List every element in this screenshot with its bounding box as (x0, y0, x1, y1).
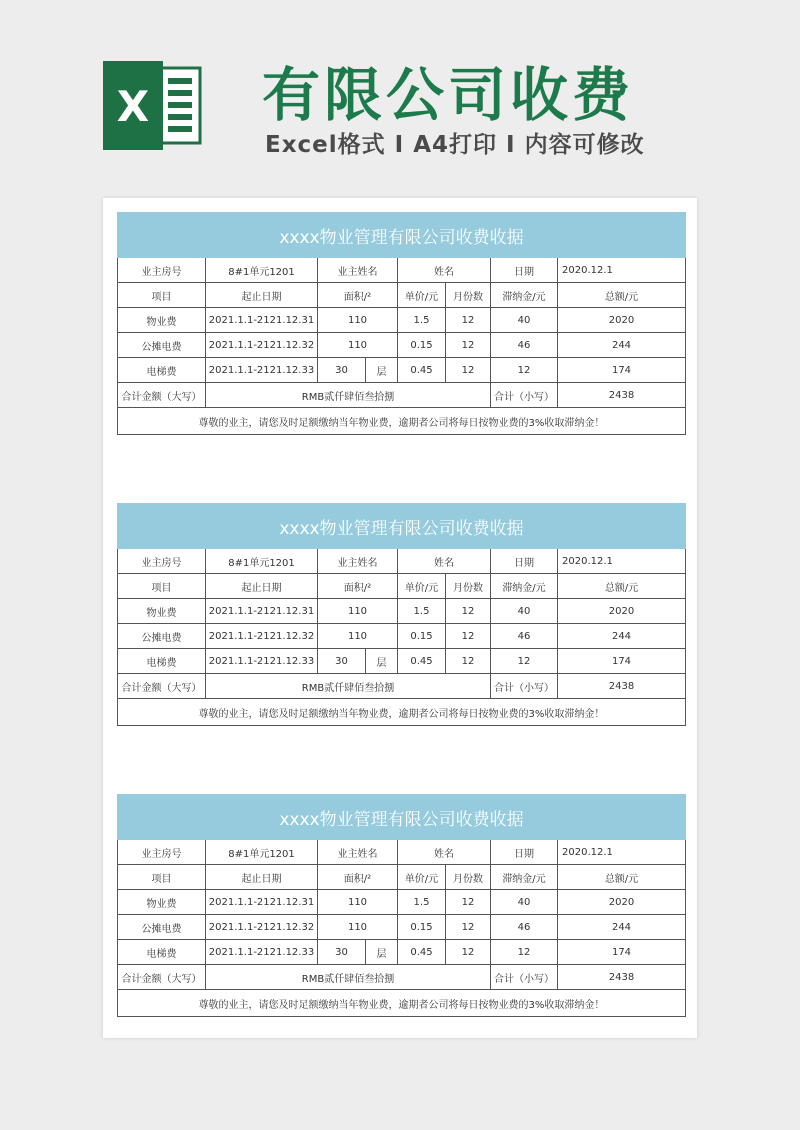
date-label: 日期 (491, 840, 558, 865)
col-item: 项目 (118, 865, 206, 890)
row-item: 物业费 (118, 599, 206, 624)
sum-upper-label: 合计金额（大写） (118, 383, 206, 408)
row-total: 2020 (558, 599, 686, 624)
owner-label: 业主姓名 (318, 549, 398, 574)
table-row (118, 890, 686, 915)
row-late-fee: 40 (491, 308, 558, 333)
row-item: 公摊电费 (118, 915, 206, 940)
sum-lower-value: 2438 (558, 965, 686, 990)
row-total: 2020 (558, 890, 686, 915)
row-total: 244 (558, 333, 686, 358)
room-value: 8#1单元1201 (206, 549, 318, 574)
row-late-fee: 12 (491, 649, 558, 674)
row-item: 公摊电费 (118, 333, 206, 358)
row-area: 110 (318, 599, 398, 624)
room-label: 业主房号 (118, 549, 206, 574)
date-label: 日期 (491, 258, 558, 283)
row-total: 174 (558, 649, 686, 674)
row-period: 2021.1.1-2121.12.33 (206, 940, 318, 965)
receipt (117, 794, 685, 1017)
row-item: 物业费 (118, 308, 206, 333)
row-floors: 30 (318, 649, 366, 674)
late-fee-notice: 尊敬的业主，请您及时足额缴纳当年物业费，逾期者公司将每日按物业费的3%收取滞纳金！ (118, 699, 686, 726)
sum-lower-value: 2438 (558, 383, 686, 408)
receipt-title: xxxx物业管理有限公司收费收据 (118, 213, 686, 258)
receipt-title-row (118, 795, 686, 840)
col-total: 总额/元 (558, 283, 686, 308)
row-months: 12 (446, 915, 491, 940)
page-subtitle: Excel格式 I A4打印 I 内容可修改 (265, 132, 645, 158)
col-area: 面积/² (318, 283, 398, 308)
receipt (117, 503, 685, 726)
owner-label: 业主姓名 (318, 840, 398, 865)
row-price: 0.45 (398, 649, 446, 674)
col-total: 总额/元 (558, 865, 686, 890)
row-floor-unit: 层 (366, 358, 398, 383)
owner-value: 姓名 (398, 258, 491, 283)
col-late-fee: 滞纳金/元 (491, 574, 558, 599)
row-late-fee: 40 (491, 890, 558, 915)
row-period: 2021.1.1-2121.12.32 (206, 333, 318, 358)
receipt (117, 212, 685, 435)
sum-row (118, 383, 686, 408)
table-row (118, 333, 686, 358)
row-period: 2021.1.1-2121.12.32 (206, 624, 318, 649)
notice-row (118, 699, 686, 726)
excel-icon (100, 58, 205, 153)
row-late-fee: 46 (491, 333, 558, 358)
sum-upper-label: 合计金额（大写） (118, 965, 206, 990)
owner-value: 姓名 (398, 840, 491, 865)
col-months: 月份数 (446, 574, 491, 599)
sum-upper-label: 合计金额（大写） (118, 674, 206, 699)
page-title: 有限公司收费 (262, 61, 635, 129)
row-floors: 30 (318, 358, 366, 383)
row-months: 12 (446, 333, 491, 358)
row-item: 物业费 (118, 890, 206, 915)
col-price: 单价/元 (398, 283, 446, 308)
row-total: 244 (558, 624, 686, 649)
late-fee-notice: 尊敬的业主，请您及时足额缴纳当年物业费，逾期者公司将每日按物业费的3%收取滞纳金！ (118, 408, 686, 435)
receipt-sheet (103, 198, 697, 1038)
col-period: 起止日期 (206, 865, 318, 890)
row-price: 0.45 (398, 358, 446, 383)
owner-info-row (118, 549, 686, 574)
row-item: 电梯费 (118, 940, 206, 965)
date-value: 2020.12.1 (558, 840, 686, 865)
row-months: 12 (446, 890, 491, 915)
row-area: 110 (318, 308, 398, 333)
row-total: 2020 (558, 308, 686, 333)
receipt-table (117, 212, 686, 435)
date-label: 日期 (491, 549, 558, 574)
row-months: 12 (446, 358, 491, 383)
row-months: 12 (446, 624, 491, 649)
row-price: 1.5 (398, 308, 446, 333)
row-late-fee: 12 (491, 940, 558, 965)
page-header (0, 0, 800, 200)
col-area: 面积/² (318, 574, 398, 599)
col-period: 起止日期 (206, 283, 318, 308)
row-total: 174 (558, 358, 686, 383)
sum-lower-value: 2438 (558, 674, 686, 699)
sum-row (118, 674, 686, 699)
col-months: 月份数 (446, 283, 491, 308)
owner-label: 业主姓名 (318, 258, 398, 283)
row-price: 1.5 (398, 890, 446, 915)
notice-row (118, 990, 686, 1017)
sum-upper-value: RMB贰仟肆佰叁拾捌 (206, 674, 491, 699)
sum-lower-label: 合计（小写） (491, 383, 558, 408)
row-item: 公摊电费 (118, 624, 206, 649)
table-row (118, 649, 686, 674)
column-header-row (118, 865, 686, 890)
owner-info-row (118, 840, 686, 865)
room-label: 业主房号 (118, 258, 206, 283)
row-floor-unit: 层 (366, 649, 398, 674)
row-price: 0.15 (398, 333, 446, 358)
row-period: 2021.1.1-2121.12.31 (206, 890, 318, 915)
sum-upper-value: RMB贰仟肆佰叁拾捌 (206, 383, 491, 408)
row-late-fee: 46 (491, 915, 558, 940)
row-item: 电梯费 (118, 358, 206, 383)
column-header-row (118, 574, 686, 599)
receipt-title: xxxx物业管理有限公司收费收据 (118, 504, 686, 549)
column-header-row (118, 283, 686, 308)
col-late-fee: 滞纳金/元 (491, 283, 558, 308)
col-late-fee: 滞纳金/元 (491, 865, 558, 890)
table-row (118, 308, 686, 333)
row-item: 电梯费 (118, 649, 206, 674)
row-area: 110 (318, 624, 398, 649)
table-row (118, 940, 686, 965)
sum-lower-label: 合计（小写） (491, 965, 558, 990)
owner-info-row (118, 258, 686, 283)
table-row (118, 624, 686, 649)
row-price: 0.15 (398, 915, 446, 940)
row-months: 12 (446, 308, 491, 333)
row-area: 110 (318, 915, 398, 940)
row-months: 12 (446, 940, 491, 965)
receipt-title-row (118, 504, 686, 549)
row-period: 2021.1.1-2121.12.33 (206, 649, 318, 674)
col-item: 项目 (118, 574, 206, 599)
row-price: 1.5 (398, 599, 446, 624)
svg-text:X: X (116, 82, 150, 131)
row-area: 110 (318, 890, 398, 915)
sum-lower-label: 合计（小写） (491, 674, 558, 699)
col-period: 起止日期 (206, 574, 318, 599)
row-late-fee: 46 (491, 624, 558, 649)
row-total: 244 (558, 915, 686, 940)
room-label: 业主房号 (118, 840, 206, 865)
row-months: 12 (446, 649, 491, 674)
row-area: 110 (318, 333, 398, 358)
row-floors: 30 (318, 940, 366, 965)
receipt-title: xxxx物业管理有限公司收费收据 (118, 795, 686, 840)
notice-row (118, 408, 686, 435)
room-value: 8#1单元1201 (206, 258, 318, 283)
date-value: 2020.12.1 (558, 258, 686, 283)
sum-upper-value: RMB贰仟肆佰叁拾捌 (206, 965, 491, 990)
row-period: 2021.1.1-2121.12.31 (206, 599, 318, 624)
row-period: 2021.1.1-2121.12.32 (206, 915, 318, 940)
date-value: 2020.12.1 (558, 549, 686, 574)
col-price: 单价/元 (398, 574, 446, 599)
row-late-fee: 40 (491, 599, 558, 624)
col-months: 月份数 (446, 865, 491, 890)
row-floor-unit: 层 (366, 940, 398, 965)
owner-value: 姓名 (398, 549, 491, 574)
receipt-title-row (118, 213, 686, 258)
row-late-fee: 12 (491, 358, 558, 383)
col-price: 单价/元 (398, 865, 446, 890)
row-months: 12 (446, 599, 491, 624)
table-row (118, 599, 686, 624)
sum-row (118, 965, 686, 990)
table-row (118, 358, 686, 383)
late-fee-notice: 尊敬的业主，请您及时足额缴纳当年物业费，逾期者公司将每日按物业费的3%收取滞纳金！ (118, 990, 686, 1017)
receipt-table (117, 503, 686, 726)
col-item: 项目 (118, 283, 206, 308)
receipt-table (117, 794, 686, 1017)
row-period: 2021.1.1-2121.12.31 (206, 308, 318, 333)
row-price: 0.15 (398, 624, 446, 649)
row-price: 0.45 (398, 940, 446, 965)
room-value: 8#1单元1201 (206, 840, 318, 865)
row-period: 2021.1.1-2121.12.33 (206, 358, 318, 383)
row-total: 174 (558, 940, 686, 965)
table-row (118, 915, 686, 940)
col-area: 面积/² (318, 865, 398, 890)
col-total: 总额/元 (558, 574, 686, 599)
